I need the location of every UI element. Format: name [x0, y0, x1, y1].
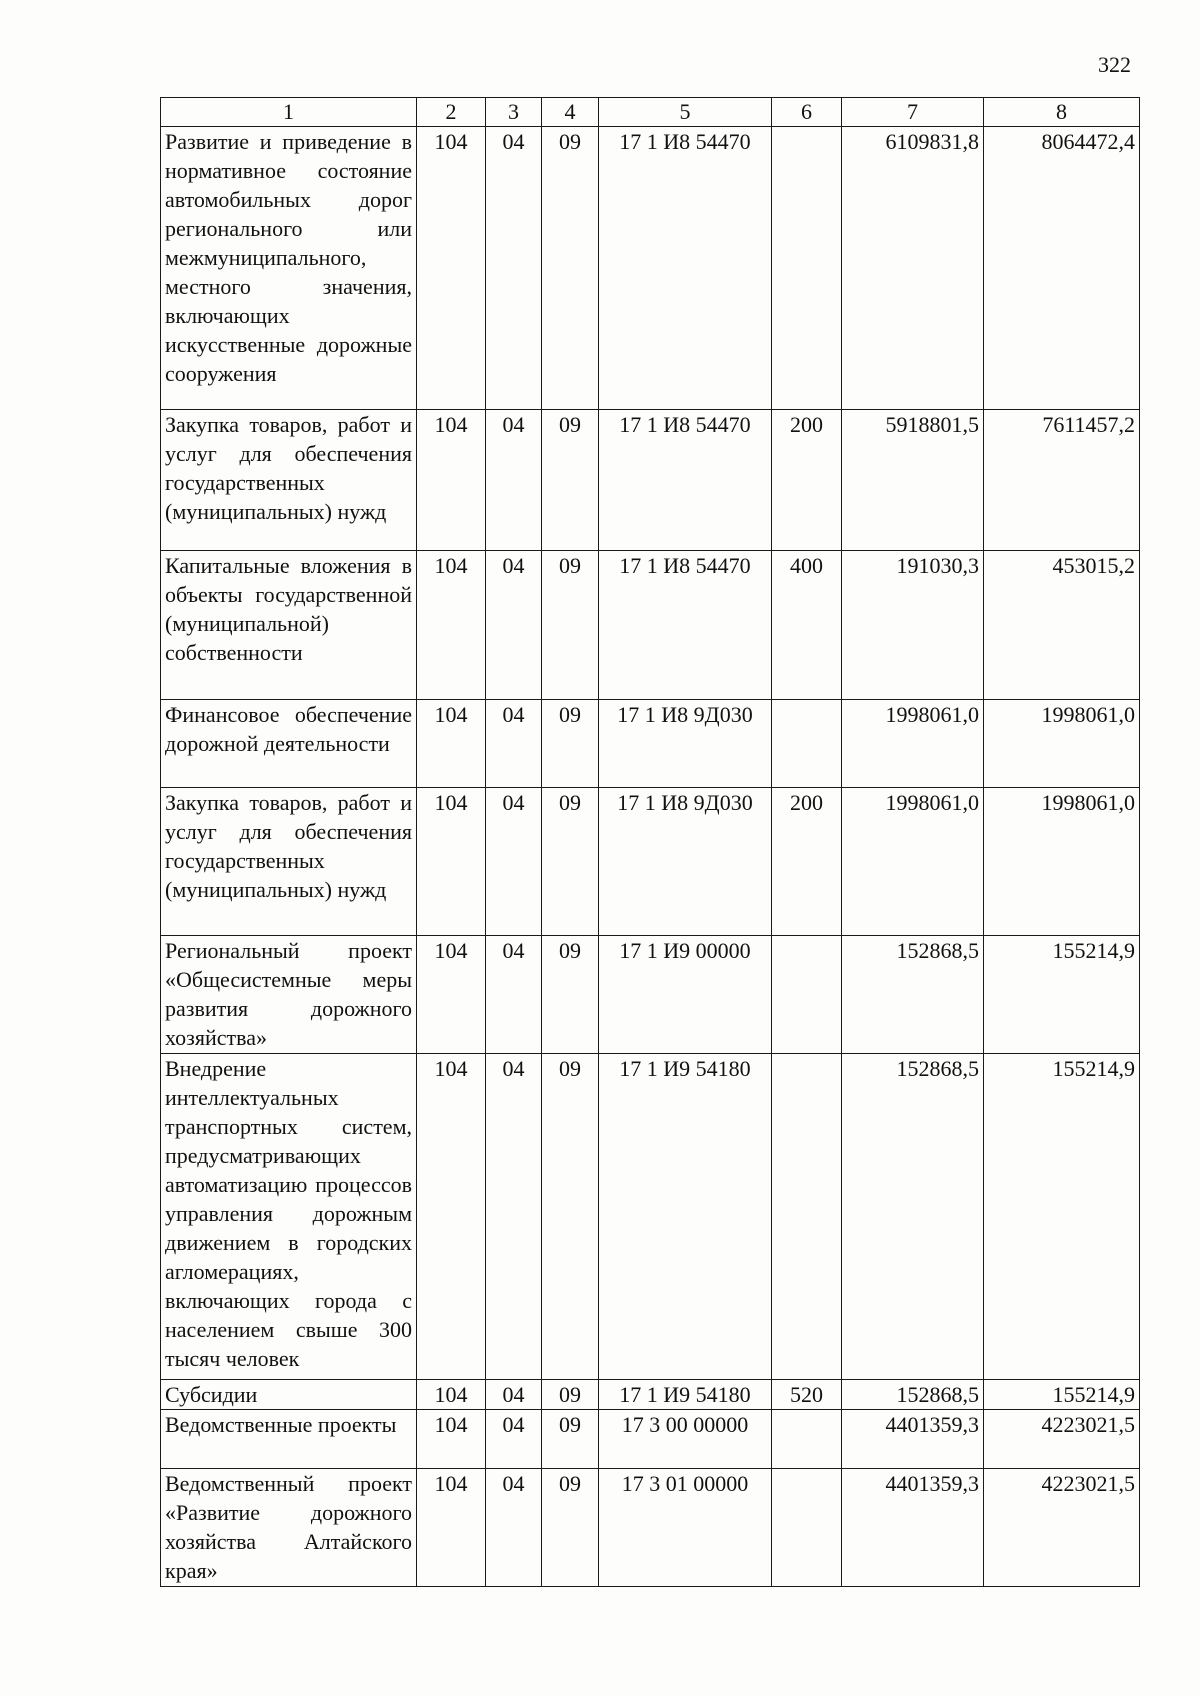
cell-col4: 09: [542, 1380, 599, 1410]
cell-col5: 17 3 01 00000: [599, 1469, 772, 1587]
cell-col7: 1998061,0: [842, 788, 984, 936]
row-name: Развитие и приведение в нормативное состояние автомобильных дорог регионального или межмуниципального, местного значения, включающих искусственные дорожные сооружения: [161, 127, 417, 410]
row-name: Региональный проект «Общесистемные меры развития дорожного хозяйства»: [161, 936, 417, 1054]
cell-col8: 155214,9: [984, 1054, 1140, 1380]
table-row: [161, 1410, 1140, 1469]
cell-col3: 04: [486, 127, 542, 410]
table-row: [161, 127, 1140, 410]
cell-col7: 4401359,3: [842, 1410, 984, 1469]
cell-col8: 8064472,4: [984, 127, 1140, 410]
cell-col4: 09: [542, 410, 599, 551]
cell-col6: [772, 127, 842, 410]
cell-col5: 17 1 И9 54180: [599, 1380, 772, 1410]
cell-col3: 04: [486, 1054, 542, 1380]
cell-col7: 5918801,5: [842, 410, 984, 551]
cell-col5: 17 1 И8 9Д030: [599, 788, 772, 936]
cell-col5: 17 1 И9 00000: [599, 936, 772, 1054]
table-row: [161, 936, 1140, 1054]
table-row: [161, 410, 1140, 551]
header-cell: 1: [161, 98, 417, 127]
cell-col5: 17 1 И9 54180: [599, 1054, 772, 1380]
table-row: [161, 1054, 1140, 1380]
cell-col4: 09: [542, 936, 599, 1054]
header-cell: 2: [417, 98, 486, 127]
header-cell: 7: [842, 98, 984, 127]
row-name: Закупка товаров, работ и услуг для обеспечения государственных (муниципальных) нужд: [161, 788, 417, 936]
cell-col7: 4401359,3: [842, 1469, 984, 1587]
row-name: Субсидии: [161, 1380, 417, 1410]
cell-col2: 104: [417, 936, 486, 1054]
row-name: Закупка товаров, работ и услуг для обеспечения государственных (муниципальных) нужд: [161, 410, 417, 551]
cell-col3: 04: [486, 410, 542, 551]
cell-col8: 155214,9: [984, 1380, 1140, 1410]
cell-col3: 04: [486, 700, 542, 788]
row-name: Внедрение интеллектуальных транспортных систем, предусматривающих автоматизацию процессов управления дорожным движением в городских агломерациях, включающих города с населением свыше 300 тысяч человек: [161, 1054, 417, 1380]
budget-table: [160, 97, 1140, 1587]
cell-col2: 104: [417, 788, 486, 936]
cell-col5: 17 1 И8 54470: [599, 127, 772, 410]
cell-col3: 04: [486, 1469, 542, 1587]
cell-col4: 09: [542, 1410, 599, 1469]
cell-col8: 1998061,0: [984, 788, 1140, 936]
cell-col8: 4223021,5: [984, 1469, 1140, 1587]
cell-col6: 520: [772, 1380, 842, 1410]
header-row: [161, 98, 1140, 127]
table-row: [161, 551, 1140, 700]
cell-col3: 04: [486, 551, 542, 700]
row-name: Финансовое обеспечение дорожной деятельности: [161, 700, 417, 788]
cell-col6: [772, 1469, 842, 1587]
cell-col4: 09: [542, 788, 599, 936]
cell-col6: [772, 700, 842, 788]
cell-col4: 09: [542, 1469, 599, 1587]
cell-col6: 400: [772, 551, 842, 700]
cell-col7: 152868,5: [842, 1054, 984, 1380]
cell-col6: [772, 936, 842, 1054]
cell-col5: 17 1 И8 54470: [599, 551, 772, 700]
cell-col6: 200: [772, 410, 842, 551]
cell-col2: 104: [417, 410, 486, 551]
cell-col5: 17 1 И8 9Д030: [599, 700, 772, 788]
header-cell: 6: [772, 98, 842, 127]
row-name: Ведомственный проект «Развитие дорожного хозяйства Алтайского края»: [161, 1469, 417, 1587]
cell-col7: 1998061,0: [842, 700, 984, 788]
cell-col4: 09: [542, 551, 599, 700]
cell-col4: 09: [542, 700, 599, 788]
cell-col2: 104: [417, 551, 486, 700]
cell-col2: 104: [417, 1410, 486, 1469]
cell-col8: 453015,2: [984, 551, 1140, 700]
cell-col4: 09: [542, 1054, 599, 1380]
cell-col8: 4223021,5: [984, 1410, 1140, 1469]
page-number: 322: [1098, 52, 1131, 77]
cell-col3: 04: [486, 1410, 542, 1469]
cell-col2: 104: [417, 700, 486, 788]
header-cell: 8: [984, 98, 1140, 127]
cell-col2: 104: [417, 1054, 486, 1380]
header-cell: 4: [542, 98, 599, 127]
cell-col3: 04: [486, 788, 542, 936]
header-cell: 3: [486, 98, 542, 127]
cell-col5: 17 3 00 00000: [599, 1410, 772, 1469]
cell-col6: [772, 1054, 842, 1380]
cell-col2: 104: [417, 1380, 486, 1410]
row-name: Ведомственные проекты: [161, 1410, 417, 1469]
cell-col7: 191030,3: [842, 551, 984, 700]
cell-col2: 104: [417, 127, 486, 410]
cell-col6: 200: [772, 788, 842, 936]
cell-col2: 104: [417, 1469, 486, 1587]
table-row: [161, 788, 1140, 936]
cell-col8: 7611457,2: [984, 410, 1140, 551]
cell-col7: 152868,5: [842, 1380, 984, 1410]
cell-col7: 152868,5: [842, 936, 984, 1054]
cell-col8: 155214,9: [984, 936, 1140, 1054]
cell-col4: 09: [542, 127, 599, 410]
table-row: [161, 1380, 1140, 1410]
cell-col8: 1998061,0: [984, 700, 1140, 788]
row-name: Капитальные вложения в объекты государственной (муниципальной) собственности: [161, 551, 417, 700]
cell-col3: 04: [486, 1380, 542, 1410]
cell-col7: 6109831,8: [842, 127, 984, 410]
cell-col3: 04: [486, 936, 542, 1054]
cell-col6: [772, 1410, 842, 1469]
table-row: [161, 700, 1140, 788]
cell-col5: 17 1 И8 54470: [599, 410, 772, 551]
table-row: [161, 1469, 1140, 1587]
header-cell: 5: [599, 98, 772, 127]
